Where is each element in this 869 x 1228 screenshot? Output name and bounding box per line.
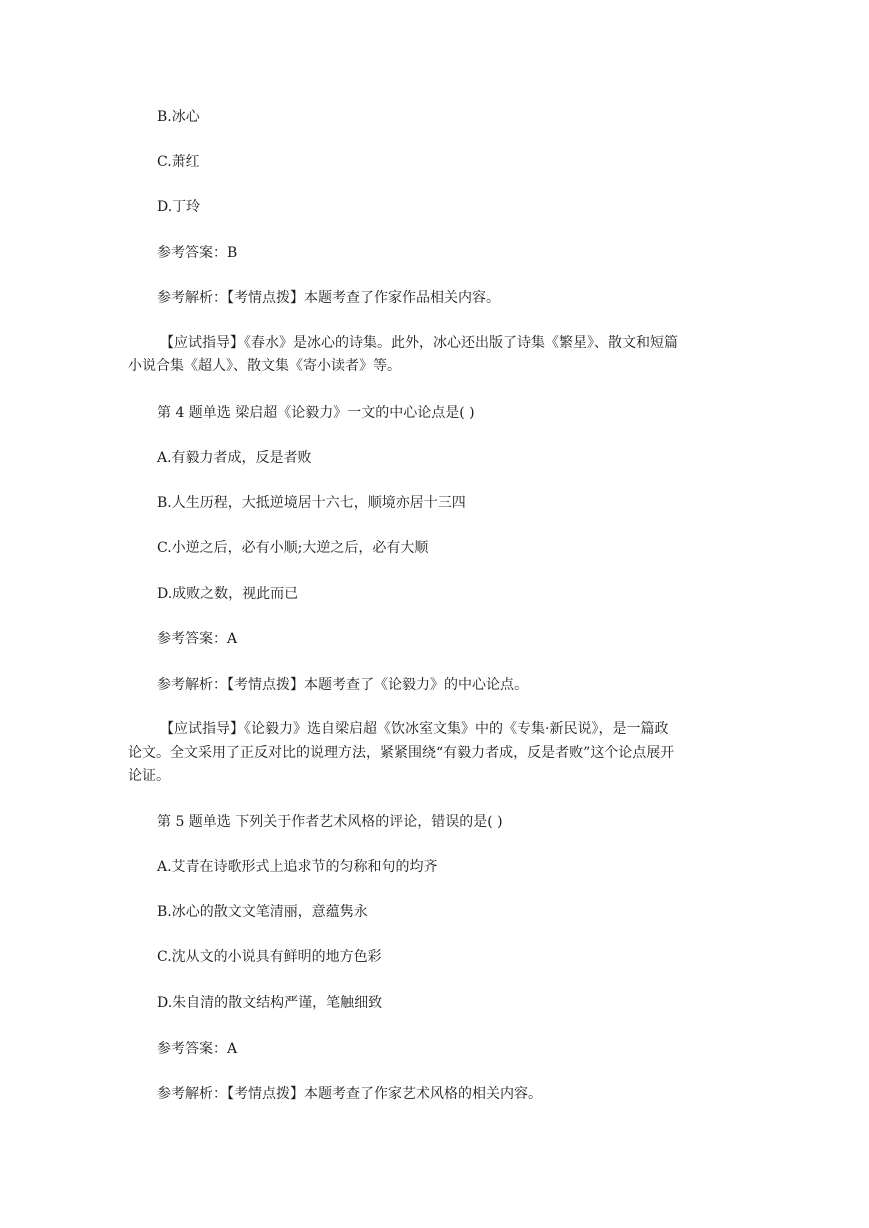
q5-option-c: C.沈从文的小说具有鲜明的地方色彩	[157, 949, 382, 965]
q4-analysis: 参考解析：【考情点拨】本题考查了《论毅力》的中心论点。	[157, 677, 528, 693]
q5-analysis: 参考解析：【考情点拨】本题考查了作家艺术风格的相关内容。	[157, 1086, 542, 1102]
q3-answer: 参考答案：B	[157, 245, 238, 261]
q3-guide-line-2: 小说合集《超人》、散文集《寄小读者》等。	[128, 358, 401, 374]
q4-guide-line-2: 论文。全文采用了正反对比的说理方法，紧紧围绕“有毅力者成，反是者败”这个论点展开	[128, 745, 675, 761]
q5-option-b: B.冰心的散文文笔清丽，意蕴隽永	[157, 904, 368, 920]
q5-stem: 第 5 题单选 下列关于作者艺术风格的评论，错误的是( )	[157, 814, 503, 830]
q3-analysis: 参考解析：【考情点拨】本题考查了作家作品相关内容。	[157, 290, 500, 306]
q4-guide-line-1: 【应试指导】《论毅力》选自梁启超《饮冰室文集》中的《专集·新民说》，是一篇政	[160, 721, 669, 737]
q3-guide-line-1: 【应试指导】《春水》是冰心的诗集。此外，冰心还出版了诗集《繁星》、散文和短篇	[160, 335, 678, 351]
q4-option-a: A.有毅力者成，反是者败	[157, 450, 312, 466]
q3-option-d: D.丁玲	[157, 199, 201, 215]
q4-option-d: D.成败之数，视此而已	[157, 586, 299, 602]
q3-option-b: B.冰心	[157, 109, 200, 125]
q3-option-c: C.萧红	[157, 154, 200, 170]
q4-option-b: B.人生历程，大抵逆境居十六七，顺境亦居十三四	[157, 495, 466, 511]
q4-option-c: C.小逆之后，必有小顺;大逆之后，必有大顺	[157, 540, 429, 556]
q5-option-d: D.朱自清的散文结构严谨，笔触细致	[157, 995, 383, 1011]
q4-answer: 参考答案：A	[157, 631, 238, 647]
q4-stem: 第 4 题单选 梁启超《论毅力》一文的中心论点是( )	[157, 405, 475, 421]
q4-guide-line-3: 论证。	[128, 768, 170, 784]
q5-option-a: A.艾青在诗歌形式上追求节的匀称和句的均齐	[157, 859, 438, 875]
q5-answer: 参考答案：A	[157, 1041, 238, 1057]
